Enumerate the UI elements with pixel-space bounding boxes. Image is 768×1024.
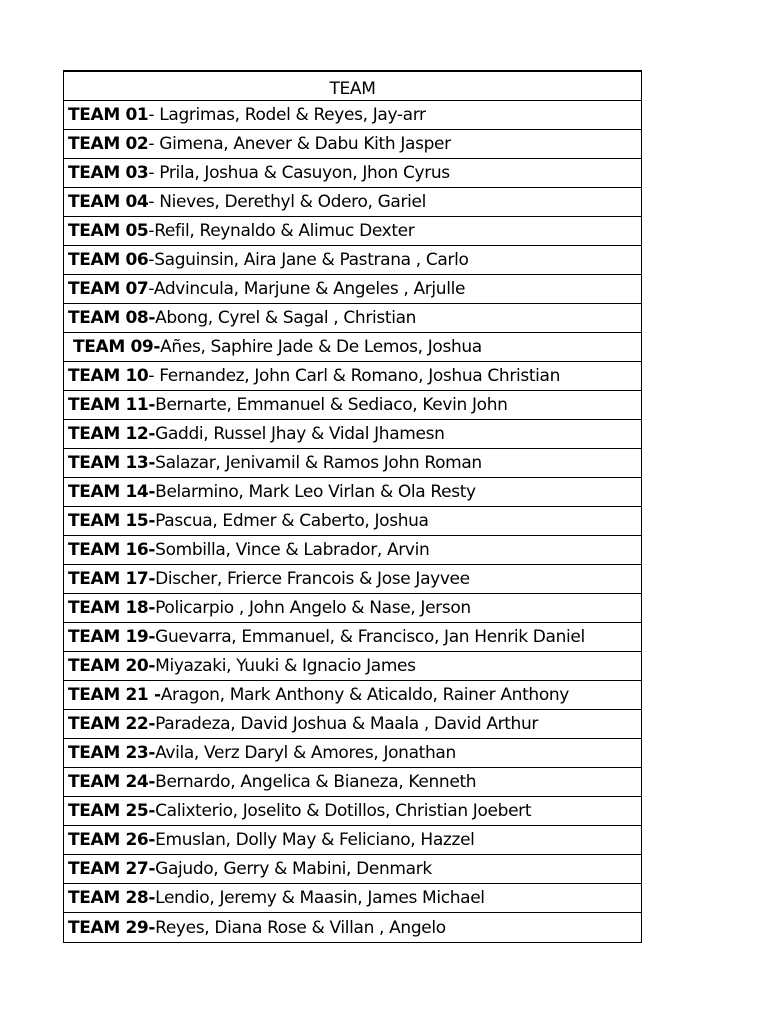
team-number: TEAM 06 bbox=[68, 250, 149, 270]
team-number: TEAM 10 bbox=[68, 366, 149, 386]
team-members: Lendio, Jeremy & Maasin, James Michael bbox=[155, 888, 485, 908]
team-number: TEAM 20- bbox=[68, 656, 156, 676]
team-number: TEAM 19- bbox=[68, 627, 156, 647]
team-number: TEAM 14- bbox=[68, 482, 156, 502]
team-members: Aragon, Mark Anthony & Aticaldo, Rainer Anthony bbox=[160, 685, 570, 705]
team-number: TEAM 29- bbox=[68, 917, 156, 938]
table-row bbox=[64, 710, 641, 739]
team-number: TEAM 25- bbox=[68, 801, 156, 821]
team-members: - Lagrimas, Rodel & Reyes, Jay-arr bbox=[148, 105, 426, 125]
team-members: Bernarte, Emmanuel & Sediaco, Kevin John bbox=[155, 395, 508, 415]
table-row bbox=[64, 797, 641, 826]
team-number: TEAM 16- bbox=[68, 540, 156, 560]
team-members: Reyes, Diana Rose & Villan , Angelo bbox=[155, 917, 446, 938]
team-number: TEAM 27- bbox=[68, 859, 156, 879]
table-row bbox=[64, 188, 641, 217]
table-row bbox=[64, 565, 641, 594]
team-number: TEAM 08- bbox=[68, 308, 156, 328]
team-members: -Advincula, Marjune & Angeles , Arjulle bbox=[148, 279, 466, 299]
team-members: Guevarra, Emmanuel, & Francisco, Jan Henrik Daniel bbox=[155, 627, 585, 647]
team-number: TEAM 23- bbox=[68, 743, 156, 763]
team-number: TEAM 22- bbox=[68, 714, 156, 734]
table-row bbox=[64, 449, 641, 478]
team-members: - Nieves, Derethyl & Odero, Gariel bbox=[148, 192, 426, 212]
team-number: TEAM 09- bbox=[73, 337, 161, 357]
team-members: Salazar, Jenivamil & Ramos John Roman bbox=[155, 453, 482, 473]
header-label: TEAM bbox=[329, 79, 376, 99]
table-row bbox=[64, 768, 641, 797]
team-members: Añes, Saphire Jade & De Lemos, Joshua bbox=[160, 337, 482, 357]
table-row bbox=[64, 855, 641, 884]
team-members: Paradeza, David Joshua & Maala , David Arthur bbox=[155, 714, 539, 734]
table-header bbox=[64, 72, 641, 101]
table-row bbox=[64, 420, 641, 449]
table-row bbox=[64, 159, 641, 188]
team-members: Sombilla, Vince & Labrador, Arvin bbox=[155, 540, 430, 560]
team-members: Calixterio, Joselito & Dotillos, Christian Joebert bbox=[155, 801, 532, 821]
team-number: TEAM 03 bbox=[68, 163, 149, 183]
table-row bbox=[64, 623, 641, 652]
team-number: TEAM 21 - bbox=[68, 685, 161, 705]
team-members: - Fernandez, John Carl & Romano, Joshua Christian bbox=[148, 366, 561, 386]
team-members: -Saguinsin, Aira Jane & Pastrana , Carlo bbox=[148, 250, 469, 270]
table-row bbox=[64, 362, 641, 391]
table-row bbox=[64, 304, 641, 333]
team-members: Discher, Frierce Francois & Jose Jayvee bbox=[155, 569, 470, 589]
table-row bbox=[64, 594, 641, 623]
table-row bbox=[64, 391, 641, 420]
table-row bbox=[64, 536, 641, 565]
table-row bbox=[64, 826, 641, 855]
team-members: - Gimena, Anever & Dabu Kith Jasper bbox=[148, 134, 451, 154]
team-table bbox=[63, 70, 642, 943]
team-number: TEAM 07 bbox=[68, 279, 149, 299]
team-number: TEAM 02 bbox=[68, 134, 149, 154]
table-row bbox=[64, 478, 641, 507]
team-members: Bernardo, Angelica & Bianeza, Kenneth bbox=[155, 772, 477, 792]
team-number: TEAM 15- bbox=[68, 511, 156, 531]
team-members: Belarmino, Mark Leo Virlan & Ola Resty bbox=[155, 482, 476, 502]
team-members: Miyazaki, Yuuki & Ignacio James bbox=[155, 656, 416, 676]
table-row bbox=[64, 507, 641, 536]
team-members: Emuslan, Dolly May & Feliciano, Hazzel bbox=[155, 830, 475, 850]
table-row bbox=[64, 884, 641, 913]
team-number: TEAM 24- bbox=[68, 772, 156, 792]
table-row bbox=[64, 130, 641, 159]
team-number: TEAM 05 bbox=[68, 221, 149, 241]
table-row bbox=[64, 101, 641, 130]
table-row bbox=[64, 681, 641, 710]
team-number: TEAM 28- bbox=[68, 888, 156, 908]
team-number: TEAM 13- bbox=[68, 453, 156, 473]
table-row bbox=[64, 246, 641, 275]
team-number: TEAM 26- bbox=[68, 830, 156, 850]
team-members: Abong, Cyrel & Sagal , Christian bbox=[155, 308, 417, 328]
table-row bbox=[64, 913, 641, 942]
team-members: Gaddi, Russel Jhay & Vidal Jhamesn bbox=[155, 424, 445, 444]
team-number: TEAM 17- bbox=[68, 569, 156, 589]
table-row bbox=[64, 739, 641, 768]
team-number: TEAM 01 bbox=[68, 105, 149, 125]
team-members: Policarpio , John Angelo & Nase, Jerson bbox=[155, 598, 471, 618]
table-row bbox=[64, 275, 641, 304]
table-row bbox=[64, 217, 641, 246]
team-members: Avila, Verz Daryl & Amores, Jonathan bbox=[155, 743, 456, 763]
team-members: Gajudo, Gerry & Mabini, Denmark bbox=[155, 859, 432, 879]
team-number: TEAM 12- bbox=[68, 424, 156, 444]
team-members: -Refil, Reynaldo & Alimuc Dexter bbox=[148, 221, 415, 241]
team-members: - Prila, Joshua & Casuyon, Jhon Cyrus bbox=[148, 163, 450, 183]
table-row bbox=[64, 333, 641, 362]
team-members: Pascua, Edmer & Caberto, Joshua bbox=[155, 511, 429, 531]
table-row bbox=[64, 652, 641, 681]
team-number: TEAM 18- bbox=[68, 598, 156, 618]
team-number: TEAM 04 bbox=[68, 192, 149, 212]
team-number: TEAM 11- bbox=[68, 395, 156, 415]
